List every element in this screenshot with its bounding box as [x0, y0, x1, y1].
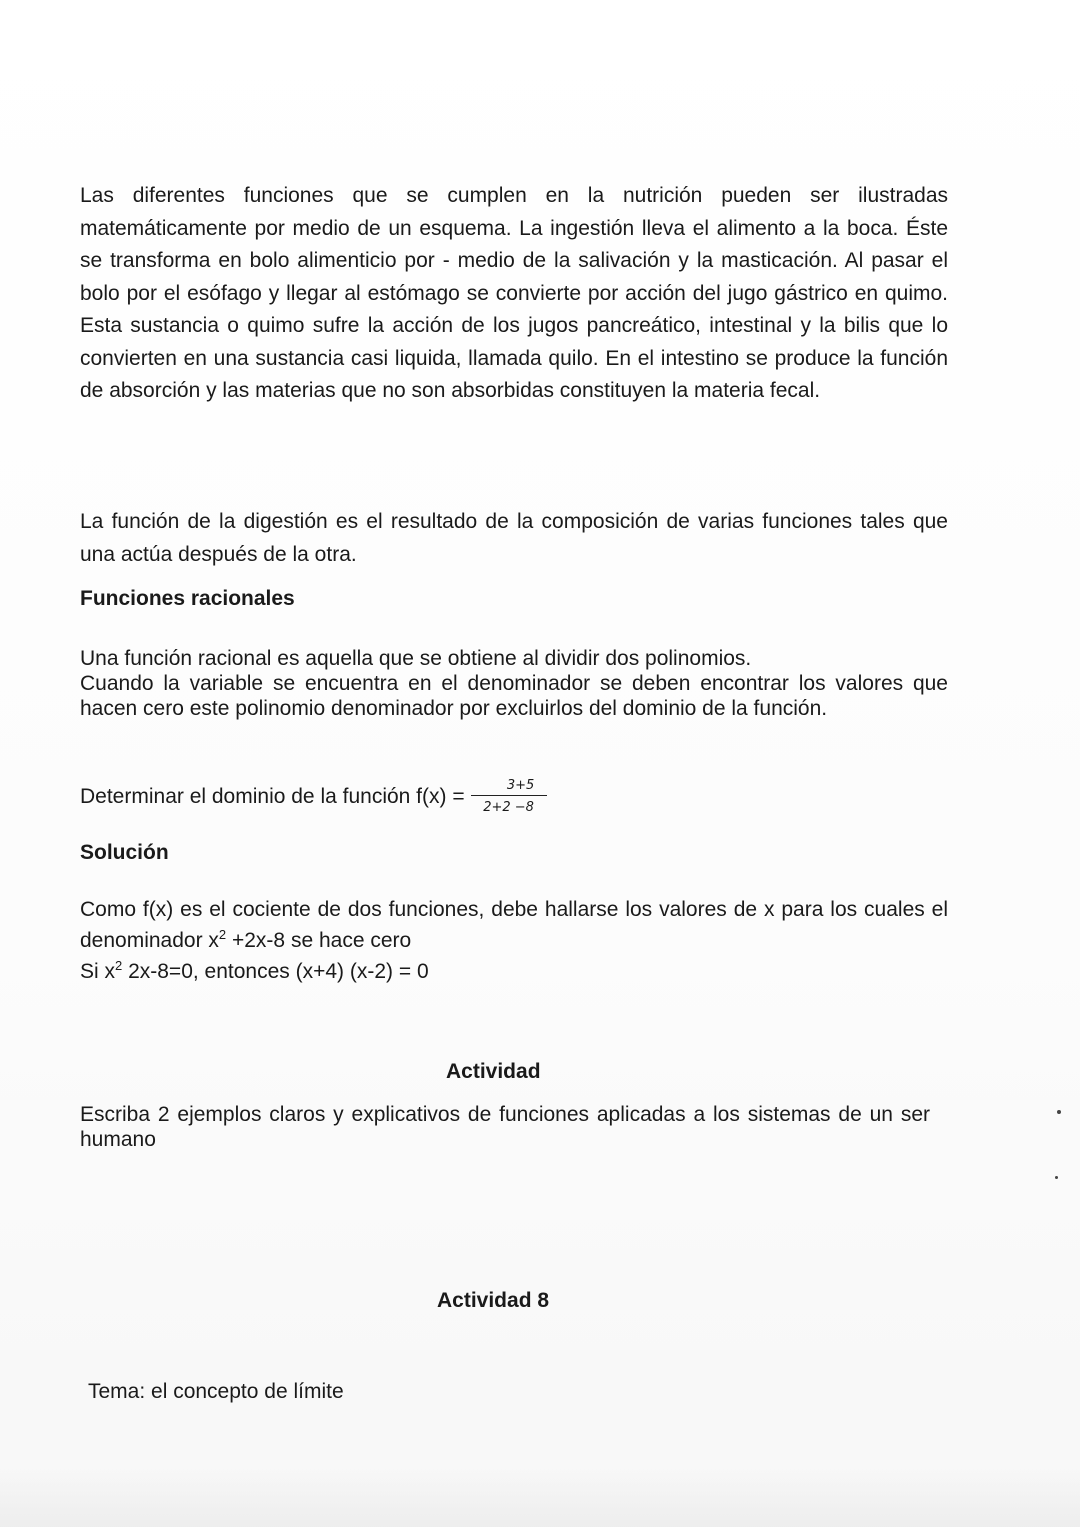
rational-section — [80, 587, 948, 611]
intro-paragraph-block — [80, 180, 948, 408]
tema-text: Tema: el concepto de límite — [88, 1380, 344, 1403]
solution-exponent-2: 2 — [115, 958, 123, 973]
solution-heading: Solución — [80, 841, 169, 864]
exercise — [80, 778, 948, 815]
rational-definition — [80, 646, 948, 721]
digestion-paragraph-block — [80, 506, 948, 571]
scan-speck — [1057, 1110, 1061, 1114]
solution-body — [80, 897, 948, 984]
solution-text-2-end: 2x-8=0, entonces (x+4) (x-2) = 0 — [122, 960, 429, 983]
actividad-heading: Actividad — [446, 1060, 541, 1083]
solution-line-1 — [80, 897, 948, 953]
exercise-line — [80, 778, 948, 815]
fraction — [471, 778, 547, 815]
rational-line-2: Cuando la variable se encuentra en el denominador se deben encontrar los valores que hacen cero este polinomio denominador por excluirlos del dominio de la función. — [80, 672, 948, 720]
intro-paragraph: Las diferentes funciones que se cumplen en la nutrición pueden ser ilustradas matemáticamente por medio de un esquema. La ingestión lleva el alimento a la boca. Éste se transforma en bolo alimenticio por - medio de la salivación y la masticación. Al pasar el bolo por el esófago y llegar al estómago se convierte por acción del jugo gástrico en quimo. Esta sustancia o quimo sufre la acción de los jugos pancreático, intestinal y la bilis que lo convierten en una sustancia casi liquida, llamada quilo. En el intestino se produce la función de absorción y las materias que no son absorbidas constituyen la materia fecal. — [80, 184, 948, 402]
tema-line — [88, 1376, 956, 1409]
rational-line-1: Una función racional es aquella que se obtiene al dividir dos polinomios. — [80, 647, 752, 670]
solution-text-1: Como f(x) es el cociente de dos funciones, debe hallarse los valores de x para los cuales el denominador x — [80, 898, 948, 952]
actividad-text: Escriba 2 ejemplos claros y explicativos de funciones aplicadas a los sistemas de un ser humano — [80, 1103, 930, 1151]
actividad8-heading: Actividad 8 — [437, 1289, 550, 1312]
solution-text-2-start: Si x — [80, 960, 116, 983]
page-bottom-shadow — [0, 1467, 1080, 1527]
exercise-prompt: Determinar el dominio de la función f(x) = — [80, 784, 465, 808]
solution-exponent-1: 2 — [218, 927, 227, 942]
rational-heading: Funciones racionales — [80, 587, 295, 610]
solution-section — [80, 841, 948, 865]
actividad-body — [80, 1102, 930, 1152]
fraction-numerator: 3+5 — [506, 778, 535, 793]
fraction-denominator: 2+2 −8 — [483, 800, 534, 815]
solution-text-1-end: +2x-8 se hace cero — [226, 929, 412, 952]
digestion-paragraph: La función de la digestión es el resultado de la composición de varias funciones tales que una actúa después de la otra. — [80, 510, 948, 566]
solution-line-2 — [80, 953, 948, 984]
scan-speck — [1055, 1176, 1058, 1179]
